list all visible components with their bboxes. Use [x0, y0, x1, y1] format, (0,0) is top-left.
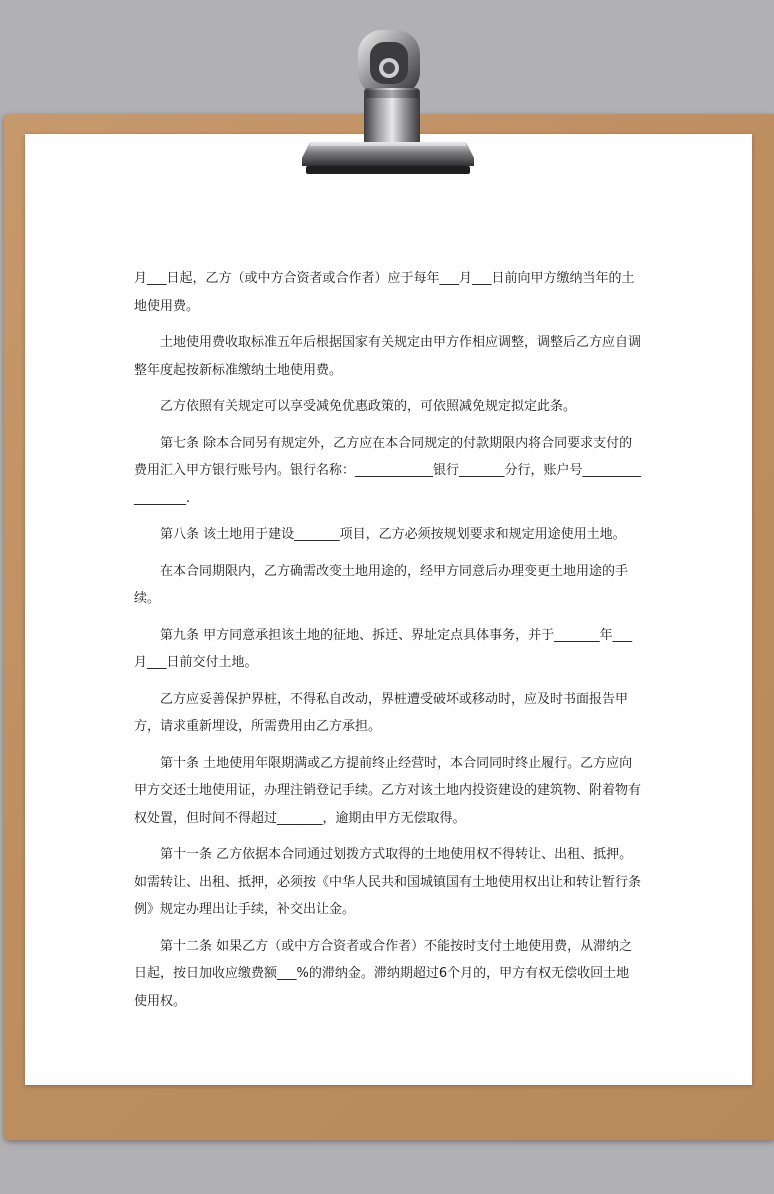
document-paragraph: 第十一条 乙方依据本合同通过划拨方式取得的土地使用权不得转让、出租、抵押。如需转让、出租、抵押，必须按《中华人民共和国城镇国有土地使用权出让和转让暂行条例》规定办理出让手续，补交出让金。	[134, 847, 642, 917]
document-paragraph: 乙方依照有关规定可以享受减免优惠政策的，可依照减免规定拟定此条。	[160, 399, 577, 414]
document-paragraph: 第八条 该土地用于建设_______项目，乙方必须按规划要求和规定用途使用土地。	[160, 527, 626, 542]
document-paragraph: 土地使用费收取标准五年后根据国家有关规定由甲方作相应调整，调整后乙方应自调整年度起按新标准缴纳土地使用费。	[134, 335, 642, 378]
document-paragraph: 在本合同期限内，乙方确需改变土地用途的，经甲方同意后办理变更土地用途的手续。	[134, 563, 629, 606]
document-paragraph: 第十二条 如果乙方（或中方合资者或合作者）不能按时支付土地使用费，从滞纳之日起，按日加收应缴费额___%的滞纳金。滞纳期超过6个月的，甲方有权无偿收回土地使用权。	[134, 938, 633, 1009]
document-paragraph: 月___日起，乙方（或中方合资者或合作者）应于每年___月___日前向甲方缴纳当年的土地使用费。	[134, 271, 635, 314]
document-paragraph: 第七条 除本合同另有规定外，乙方应在本合同规定的付款期限内将合同要求支付的费用汇入甲方银行账号内。银行名称：____________银行_______分行，账户号_________________.	[134, 435, 642, 506]
document-body	[134, 265, 642, 1024]
document-paragraph: 第九条 甲方同意承担该土地的征地、拆迁、界址定点具体事务，并于_______年___月___日前交付土地。	[134, 627, 633, 670]
document-paragraph: 乙方应妥善保护界桩，不得私自改动，界桩遭受破坏或移动时，应及时书面报告甲方，请求重新埋设，所需费用由乙方承担。	[134, 691, 629, 734]
document-paragraph: 第十条 土地使用年限期满或乙方提前终止经营时，本合同同时终止履行。乙方应向甲方交还土地使用证，办理注销登记手续。乙方对该土地内投资建设的建筑物、附着物有权处置，但时间不得超过_______，逾期由甲方无偿取得。	[134, 755, 642, 826]
binder-clip-icon	[296, 26, 480, 178]
